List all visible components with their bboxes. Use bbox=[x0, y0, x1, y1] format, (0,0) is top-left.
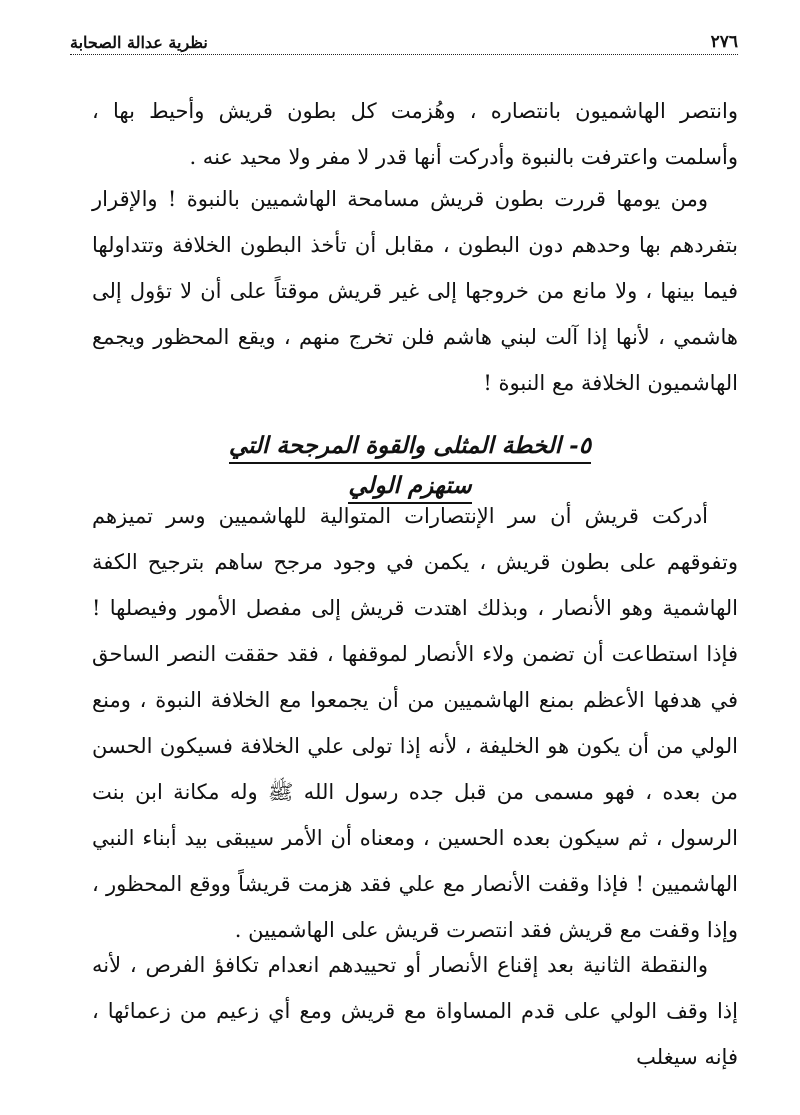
text-block-ansar-role bbox=[92, 493, 738, 953]
paragraph-4: والنقطة الثانية بعد إقناع الأنصار أو تحييدهم انعدام تكافؤ الفرص ، لأنه إذا وقف الولي على قدم المساواة مع قريش ومع أي زعيم من زعمائها ، فإنه سيغلب bbox=[92, 953, 738, 1069]
paragraph-2: ومن يومها قررت بطون قريش مسامحة الهاشميين بالنبوة ! والإقرار بتفردهم بها وحدهم دون البطون ، مقابل أن تأخذ البطون الخلافة وتتداولها فيما بينها ، ولا مانع من خروجها إلى غير قريش موقتاً على أن لا تؤول إلى هاشمي ، لأنها إذا آلت لبني هاشم فلن تخرج منهم ، ويقع المحظور ويجمع الهاشميون الخلافة مع النبوة ! bbox=[92, 187, 738, 395]
paragraph-3: أدركت قريش أن سر الإنتصارات المتوالية للهاشميين وسر تميزهم وتفوقهم على بطون قريش ، يكمن في وجود مرجح ساهم بترجيح الكفة الهاشمية وهو الأنصار ، وبذلك اهتدت قريش إلى مفصل الأمور وفيصلها ! فإذا استطاعت أن تضمن ولاء الأنصار لموقفها ، فقد حققت النصر الساحق في هدفها الأعظم بمنع الهاشميين من أن يجمعوا مع الخلافة النبوة ، ومنع الولي من أن يكون هو الخليفة ، لأنه إذا تولى علي الخلافة فسيكون الحسن من بعده ، فهو مسمى من قبل جده رسول الله ﷺ وله مكانة ابن بنت الرسول ، ثم سيكون بعده الحسين ، ومعناه أن الأمر سيبقى بيد أبناء النبي الهاشميين ! فإذا وقفت الأنصار مع علي فقد هزمت قريشاً ووقع المحظور ، وإذا وقفت مع قريش فقد انتصرت قريش على الهاشميين . bbox=[92, 504, 738, 942]
text-block-opening bbox=[92, 88, 738, 180]
text-block-second-point bbox=[92, 942, 738, 1080]
book-title: نظرية عدالة الصحابة bbox=[70, 33, 208, 52]
section-heading-text: ٥- الخطة المثلى والقوة المرجحة التي ستهزم الولي bbox=[229, 432, 591, 504]
text-block-quraysh-decision bbox=[92, 176, 738, 406]
page-number: ٢٧٦ bbox=[710, 32, 738, 52]
running-header bbox=[70, 28, 738, 55]
paragraph-1: وانتصر الهاشميون بانتصاره ، وهُزمت كل بطون قريش وأحيط بها ، وأسلمت واعترفت بالنبوة وأدركت أنها قدر لا مفر ولا محيد عنه . bbox=[92, 99, 738, 169]
